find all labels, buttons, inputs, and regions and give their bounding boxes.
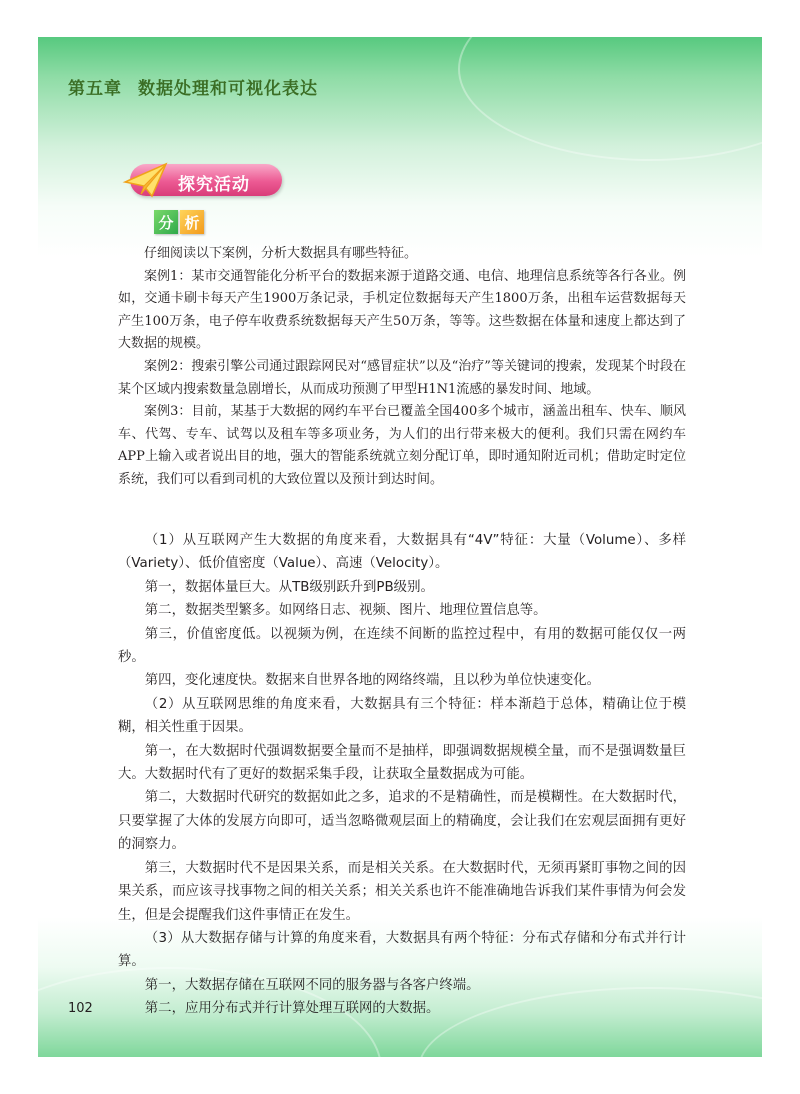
case-paragraph: 案例1：某市交通智能化分析平台的数据来源于道路交通、电信、地理信息系统等各行各业。例如，交通卡刷卡每天产生1900万条记录，手机定位数据每天产生1800万条，出租车运营数据每天产生100万条，电子停车收费系统数据每天产生50万条，等等。这些数据在体量和速度上都达到了大数据的规模。 bbox=[118, 268, 686, 352]
activity-banner bbox=[118, 160, 286, 200]
body-paragraph: 第四，变化速度快。数据来自世界各地的网络终端，且以秒为单位快速变化。 bbox=[144, 673, 601, 689]
analysis-tag bbox=[154, 210, 204, 234]
body-paragraph: （1）从互联网产生大数据的角度来看，大数据具有“4V”特征：大量（Volume）、多样（Variety）、低价值密度（Value）、高速（Velocity）。 bbox=[118, 533, 686, 572]
body-paragraph: 第三，大数据时代不是因果关系，而是相关关系。在大数据时代，无须再紧盯事物之间的因果关系，而应该寻找事物之间的相关关系；相关关系也许不能准确地告诉我们某件事情为何会发生，但是会提醒我们这件事情正在发生。 bbox=[118, 860, 686, 923]
decorative-swirl bbox=[458, 37, 762, 161]
analysis-tag-char: 析 bbox=[180, 210, 204, 234]
body-paragraph: 第一，在大数据时代强调数据要全量而不是抽样，即强调数据规模全量，而不是强调数量巨大。大数据时代有了更好的数据采集手段，让获取全量数据成为可能。 bbox=[118, 743, 686, 783]
body-paragraph: 第一，大数据存储在互联网不同的服务器与各客户终端。 bbox=[144, 977, 480, 993]
case-paragraph: 案例3：目前，某基于大数据的网约车平台已覆盖全国400多个城市，涵盖出租车、快车、顺风车、代驾、专车、试驾以及租车等多项业务，为人们的出行带来极大的便利。我们只需在网约车APP上输入或者说出目的地，强大的智能系统就立刻分配订单，即时通知附近司机；借助定时定位系统，我们可以看到司机的大致位置以及预计到达时间。 bbox=[118, 404, 686, 487]
banner-title: 探究活动 bbox=[178, 175, 250, 195]
chapter-label: 第五章 bbox=[68, 79, 122, 99]
body-paragraph: 第二，大数据时代研究的数据如此之多，追求的不是精确性，而是模糊性。在大数据时代，只要掌握了大体的发展方向即可，适当忽略微观层面上的精确度，会让我们在宏观层面拥有更好的洞察力。 bbox=[118, 790, 686, 853]
analysis-tag-char: 分 bbox=[154, 210, 178, 234]
page-number: 102 bbox=[68, 1001, 93, 1016]
body-paragraph: （3）从大数据存储与计算的角度来看，大数据具有两个特征：分布式存储和分布式并行计算。 bbox=[118, 930, 686, 970]
body-paragraph: （2）从互联网思维的角度来看，大数据具有三个特征：样本渐趋于总体，精确让位于模糊，相关性重于因果。 bbox=[118, 696, 686, 736]
body-paragraph: 第二，应用分布式并行计算处理互联网的大数据。 bbox=[144, 1001, 440, 1017]
paper-plane-icon bbox=[122, 160, 172, 200]
case-paragraph: 案例2：搜索引擎公司通过跟踪网民对“感冒症状”以及“治疗”等关键词的搜索，发现某个时段在某个区域内搜索数量急剧增长，从而成功预测了甲型H1N1流感的暴发时间、地域。 bbox=[118, 358, 686, 397]
main-text-block bbox=[118, 529, 686, 1021]
case-study-block bbox=[118, 243, 686, 492]
chapter-header bbox=[68, 74, 318, 99]
case-intro: 仔细阅读以下案例，分析大数据具有哪些特征。 bbox=[144, 246, 418, 261]
body-paragraph: 第三，价值密度低。以视频为例，在连续不间断的监控过程中，有用的数据可能仅仅一两秒。 bbox=[118, 626, 686, 666]
chapter-name: 数据处理和可视化表达 bbox=[138, 79, 318, 99]
body-paragraph: 第一，数据体量巨大。从TB级别跃升到PB级别。 bbox=[144, 579, 434, 595]
body-paragraph: 第二，数据类型繁多。如网络日志、视频、图片、地理位置信息等。 bbox=[144, 603, 547, 619]
